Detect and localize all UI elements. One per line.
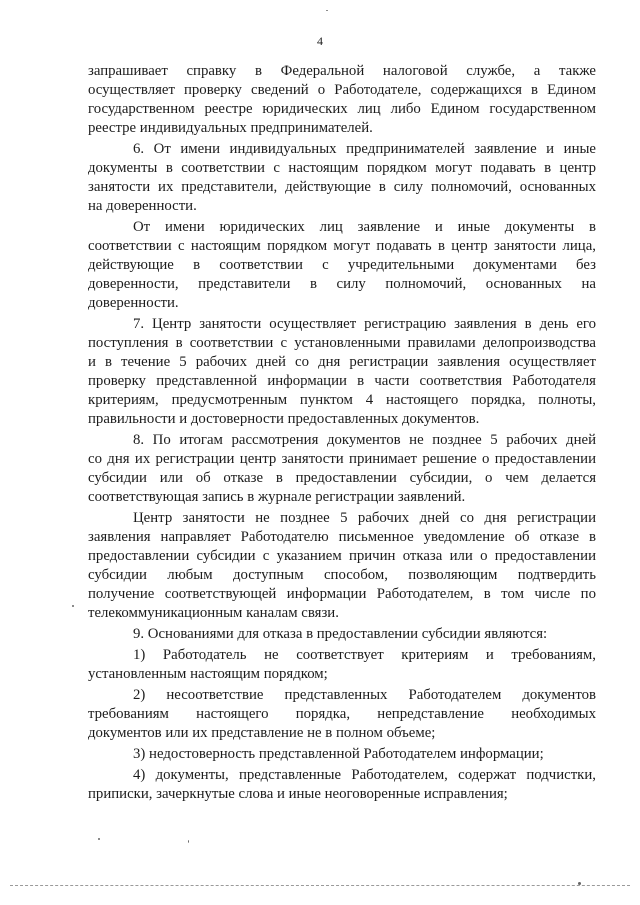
text-line: установленным настоящим порядком; xyxy=(88,666,328,682)
text-line: субсидии или об отказе в предоставлении субсидии, о чем делается xyxy=(88,470,596,486)
text-line: запрашивает справку в Федеральной налоговой службе, а также xyxy=(88,63,596,79)
text-line: правильности и достоверности предоставленных документов. xyxy=(88,411,480,427)
text-line: занятости их представители, действующие в силу полномочий, основанных xyxy=(88,179,596,195)
text-line: 6. От имени индивидуальных предпринимателей заявление и иные xyxy=(133,141,596,157)
scan-speck xyxy=(578,882,581,885)
text-line: субсидии любым доступным способом, позволяющим подтвердить xyxy=(88,567,596,583)
text-line: получение соответствующей информации Работодателем, в том числе по xyxy=(88,586,596,602)
text-line: предоставлении субсидии с указанием причин отказа или о предоставлении xyxy=(88,548,596,564)
text-line: со дня их регистрации центр занятости принимает решение о предоставлении xyxy=(88,451,596,467)
text-line: проверку представленной информации в части соответствия Работодателя xyxy=(88,373,596,389)
text-line: заявления направляет Работодателю письменное уведомление об отказе в xyxy=(88,529,596,545)
text-line: на доверенности. xyxy=(88,198,197,214)
text-line: 8. По итогам рассмотрения документов не позднее 5 рабочих дней xyxy=(133,432,596,448)
text-line: 9. Основаниями для отказа в предоставлении субсидии являются: xyxy=(133,626,548,642)
text-line: приписки, зачеркнутые слова и иные неоговоренные исправления; xyxy=(88,786,508,802)
text-line: 2) несоответствие представленных Работодателем документов xyxy=(133,687,596,703)
text-line: доверенности. xyxy=(88,295,179,311)
text-line: осуществляет проверку сведений о Работодателе, содержащихся в Едином xyxy=(88,82,596,98)
text-line: государственном реестре юридических лиц либо Едином государственном xyxy=(88,101,596,117)
bottom-scan-rule xyxy=(10,885,630,886)
text-line: соответствии с настоящим порядком могут подавать в центр занятости лица, xyxy=(88,238,596,254)
scan-speck xyxy=(98,838,100,840)
text-line: поступления в соответствии с установленными правилами делопроизводства xyxy=(88,335,596,351)
text-line: критериям, предусмотренным пунктом 4 настоящего порядка, полноты, xyxy=(88,392,596,408)
text-line: Центр занятости не позднее 5 рабочих дней со дня регистрации xyxy=(133,510,596,526)
text-line: и в течение 5 рабочих дней со дня регистрации заявления осуществляет xyxy=(88,354,596,370)
text-line: 3) недостоверность представленной Работодателем информации; xyxy=(133,746,544,762)
text-line: 1) Работодатель не соответствует критериям и требованиям, xyxy=(133,647,596,663)
text-line: От имени юридических лиц заявление и иные документы в xyxy=(133,219,596,235)
document-body xyxy=(88,62,596,804)
text-line: соответствующая запись в журнале регистрации заявлений. xyxy=(88,489,466,505)
text-line: требованиям настоящего порядка, непредставление необходимых xyxy=(88,706,596,722)
text-line: 7. Центр занятости осуществляет регистрацию заявления в день его xyxy=(133,316,596,332)
scan-speck xyxy=(188,840,189,843)
scan-speck xyxy=(326,10,328,11)
text-line: документы в соответствии с настоящим порядком могут подавать в центр xyxy=(88,160,596,176)
text-line: доверенности, представители в силу полномочий, основанных на xyxy=(88,276,596,292)
text-line: действующие в соответствии с учредительными документами без xyxy=(88,257,596,273)
page-number: 4 xyxy=(317,34,323,48)
text-line: реестре индивидуальных предпринимателей. xyxy=(88,120,373,136)
text-line: документов или их представление не в полном объеме; xyxy=(88,725,436,741)
scan-speck xyxy=(72,605,74,607)
text-line: 4) документы, представленные Работодателем, содержат подчистки, xyxy=(133,767,596,783)
text-line: телекоммуникационным каналам связи. xyxy=(88,605,339,621)
